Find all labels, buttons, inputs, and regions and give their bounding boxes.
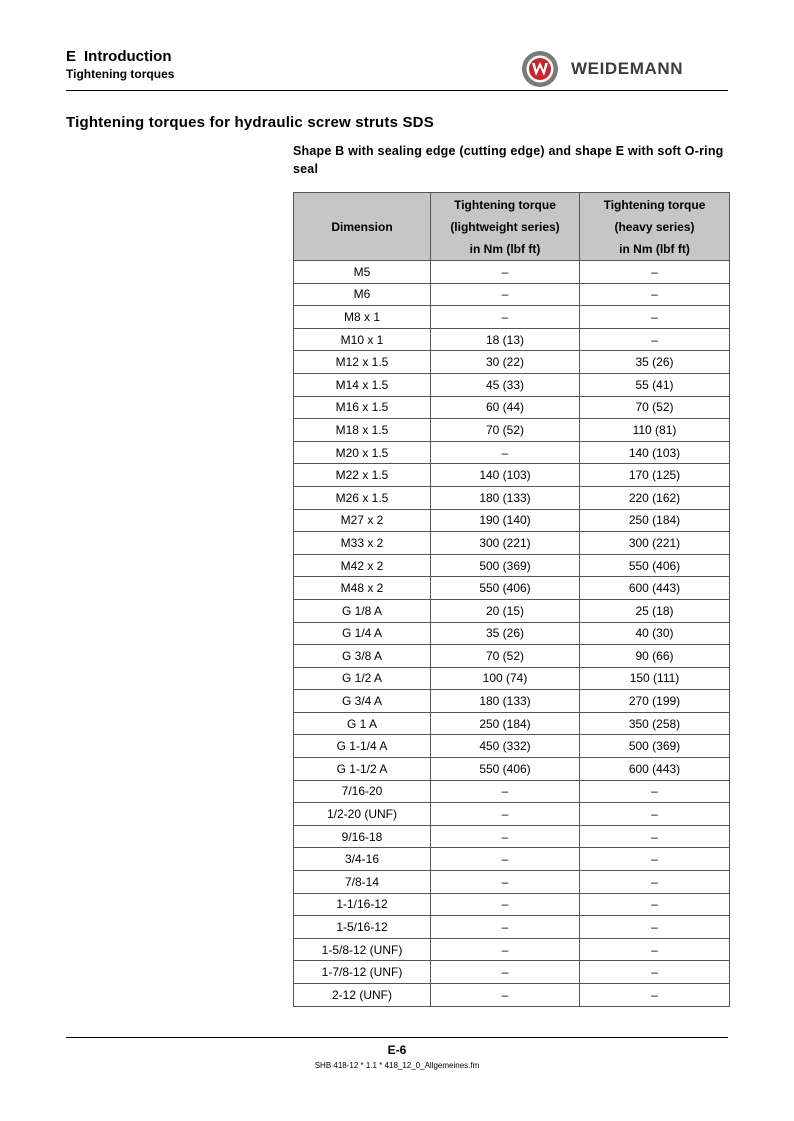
column-header-line: Tightening torque [454, 197, 556, 212]
dimension-cell: G 1/2 A [294, 667, 431, 690]
lightweight-torque-cell: 450 (332) [431, 735, 580, 758]
lightweight-torque-cell: 140 (103) [431, 464, 580, 487]
dimension-cell: 9/16-18 [294, 825, 431, 848]
heavy-torque-cell: 270 (199) [580, 690, 730, 713]
column-header-0 [294, 193, 431, 261]
dimension-cell: G 3/8 A [294, 645, 431, 668]
page-header [66, 47, 174, 82]
dimension-cell: M10 x 1 [294, 328, 431, 351]
weidemann-w-logo-icon [521, 50, 559, 88]
table-row [294, 961, 730, 984]
column-header-line: Dimension [331, 219, 393, 234]
heavy-torque-cell: – [580, 283, 730, 306]
table-row [294, 396, 730, 419]
heavy-torque-cell: – [580, 848, 730, 871]
dimension-cell: 2-12 (UNF) [294, 984, 431, 1007]
lightweight-torque-cell: 250 (184) [431, 712, 580, 735]
dimension-cell: M22 x 1.5 [294, 464, 431, 487]
lightweight-torque-cell: 100 (74) [431, 667, 580, 690]
table-caption: Shape B with sealing edge (cutting edge) and shape E with soft O-ring seal [293, 144, 724, 176]
column-header-2 [580, 193, 730, 261]
dimension-cell: M20 x 1.5 [294, 441, 431, 464]
dimension-cell: G 1/4 A [294, 622, 431, 645]
dimension-cell: M16 x 1.5 [294, 396, 431, 419]
lightweight-torque-cell: – [431, 893, 580, 916]
heavy-torque-cell: 35 (26) [580, 351, 730, 374]
lightweight-torque-cell: 45 (33) [431, 373, 580, 396]
heavy-torque-cell: 170 (125) [580, 464, 730, 487]
heavy-torque-cell: 300 (221) [580, 532, 730, 555]
table-row [294, 984, 730, 1007]
lightweight-torque-cell: – [431, 283, 580, 306]
dimension-cell: G 1-1/4 A [294, 735, 431, 758]
table-row [294, 464, 730, 487]
dimension-cell: 1-1/16-12 [294, 893, 431, 916]
heavy-torque-cell: 140 (103) [580, 441, 730, 464]
lightweight-torque-cell: 60 (44) [431, 396, 580, 419]
heavy-torque-cell: 600 (443) [580, 758, 730, 781]
heavy-torque-cell: – [580, 893, 730, 916]
lightweight-torque-cell: – [431, 803, 580, 826]
heavy-torque-cell: 25 (18) [580, 599, 730, 622]
heavy-torque-cell: 250 (184) [580, 509, 730, 532]
table-row [294, 486, 730, 509]
table-row [294, 735, 730, 758]
table-row [294, 554, 730, 577]
dimension-cell: M6 [294, 283, 431, 306]
table-row [294, 780, 730, 803]
footer-divider [66, 1037, 728, 1038]
table-row [294, 328, 730, 351]
dimension-cell: 1-5/16-12 [294, 916, 431, 939]
brand-logo [521, 50, 683, 88]
table-row [294, 712, 730, 735]
heavy-torque-cell: 600 (443) [580, 577, 730, 600]
heavy-torque-cell: – [580, 306, 730, 329]
dimension-cell: M26 x 1.5 [294, 486, 431, 509]
dimension-cell: 7/16-20 [294, 780, 431, 803]
lightweight-torque-cell: – [431, 780, 580, 803]
heavy-torque-cell: – [580, 871, 730, 894]
heavy-torque-cell: – [580, 984, 730, 1007]
brand-name: WEIDEMANN [571, 59, 684, 78]
lightweight-torque-cell: – [431, 984, 580, 1007]
table-row [294, 848, 730, 871]
column-header-line: Tightening torque [603, 197, 706, 212]
table-row [294, 532, 730, 555]
dimension-cell: G 1/8 A [294, 599, 431, 622]
page-number: E-6 [387, 1043, 407, 1057]
lightweight-torque-cell: 18 (13) [431, 328, 580, 351]
dimension-cell: M33 x 2 [294, 532, 431, 555]
lightweight-torque-cell: – [431, 825, 580, 848]
table-row [294, 419, 730, 442]
lightweight-torque-cell: 180 (133) [431, 690, 580, 713]
dimension-cell: 1-7/8-12 (UNF) [294, 961, 431, 984]
lightweight-torque-cell: 70 (52) [431, 645, 580, 668]
lightweight-torque-cell: 70 (52) [431, 419, 580, 442]
lightweight-torque-cell: – [431, 916, 580, 939]
section-name: Introduction [84, 48, 172, 65]
table-row [294, 938, 730, 961]
heavy-torque-cell: – [580, 328, 730, 351]
lightweight-torque-cell: 550 (406) [431, 577, 580, 600]
column-header-line: (heavy series) [614, 219, 695, 234]
lightweight-torque-cell: – [431, 871, 580, 894]
table-row [294, 622, 730, 645]
column-header-line: (lightweight series) [450, 219, 560, 234]
lightweight-torque-cell: 35 (26) [431, 622, 580, 645]
subsection-title: Tightening torques [66, 67, 175, 81]
heavy-torque-cell: 55 (41) [580, 373, 730, 396]
dimension-cell: G 1 A [294, 712, 431, 735]
table-row [294, 893, 730, 916]
lightweight-torque-cell: 300 (221) [431, 532, 580, 555]
table-body [294, 261, 730, 1007]
lightweight-torque-cell: 30 (22) [431, 351, 580, 374]
column-header-1 [431, 193, 580, 261]
lightweight-torque-cell: – [431, 938, 580, 961]
heavy-torque-cell: 70 (52) [580, 396, 730, 419]
table-row [294, 871, 730, 894]
table-header-row [294, 193, 730, 261]
section-title [66, 47, 174, 66]
heavy-torque-cell: 110 (81) [580, 419, 730, 442]
heavy-torque-cell: – [580, 261, 730, 284]
dimension-cell: 1-5/8-12 (UNF) [294, 938, 431, 961]
heavy-torque-cell: 220 (162) [580, 486, 730, 509]
heavy-torque-cell: 350 (258) [580, 712, 730, 735]
header-divider [66, 90, 728, 91]
dimension-cell: M12 x 1.5 [294, 351, 431, 374]
lightweight-torque-cell: 550 (406) [431, 758, 580, 781]
table-row [294, 306, 730, 329]
table-row [294, 373, 730, 396]
dimension-cell: M14 x 1.5 [294, 373, 431, 396]
lightweight-torque-cell: – [431, 441, 580, 464]
torque-table [293, 192, 730, 1007]
heavy-torque-cell: – [580, 961, 730, 984]
section-letter: E [66, 48, 77, 65]
lightweight-torque-cell: 180 (133) [431, 486, 580, 509]
table-row [294, 667, 730, 690]
dimension-cell: 1/2-20 (UNF) [294, 803, 431, 826]
heavy-torque-cell: – [580, 825, 730, 848]
table-row [294, 441, 730, 464]
heavy-torque-cell: 150 (111) [580, 667, 730, 690]
heavy-torque-cell: 550 (406) [580, 554, 730, 577]
dimension-cell: M27 x 2 [294, 509, 431, 532]
heavy-torque-cell: 40 (30) [580, 622, 730, 645]
heavy-torque-cell: – [580, 916, 730, 939]
table-row [294, 509, 730, 532]
heavy-torque-cell: – [580, 803, 730, 826]
table-row [294, 916, 730, 939]
lightweight-torque-cell: 500 (369) [431, 554, 580, 577]
lightweight-torque-cell: – [431, 961, 580, 984]
document-reference: SHB 418-12 * 1.1 * 418_12_0_Allgemeines.fm [314, 1061, 480, 1070]
lightweight-torque-cell: – [431, 306, 580, 329]
table-row [294, 261, 730, 284]
dimension-cell: M18 x 1.5 [294, 419, 431, 442]
dimension-cell: G 1-1/2 A [294, 758, 431, 781]
dimension-cell: 7/8-14 [294, 871, 431, 894]
lightweight-torque-cell: 20 (15) [431, 599, 580, 622]
table-row [294, 690, 730, 713]
dimension-cell: 3/4-16 [294, 848, 431, 871]
table-row [294, 645, 730, 668]
heavy-torque-cell: 90 (66) [580, 645, 730, 668]
table-row [294, 577, 730, 600]
table-row [294, 825, 730, 848]
lightweight-torque-cell: – [431, 261, 580, 284]
lightweight-torque-cell: – [431, 848, 580, 871]
heavy-torque-cell: – [580, 938, 730, 961]
table-row [294, 599, 730, 622]
table-row [294, 283, 730, 306]
dimension-cell: G 3/4 A [294, 690, 431, 713]
lightweight-torque-cell: 190 (140) [431, 509, 580, 532]
table-row [294, 351, 730, 374]
heavy-torque-cell: – [580, 780, 730, 803]
dimension-cell: M8 x 1 [294, 306, 431, 329]
dimension-cell: M48 x 2 [294, 577, 431, 600]
dimension-cell: M42 x 2 [294, 554, 431, 577]
dimension-cell: M5 [294, 261, 431, 284]
page-heading: Tightening torques for hydraulic screw struts SDS [66, 114, 434, 131]
column-header-line: in Nm (lbf ft) [619, 241, 690, 256]
table-row [294, 803, 730, 826]
column-header-line: in Nm (lbf ft) [469, 241, 541, 256]
heavy-torque-cell: 500 (369) [580, 735, 730, 758]
table-row [294, 758, 730, 781]
